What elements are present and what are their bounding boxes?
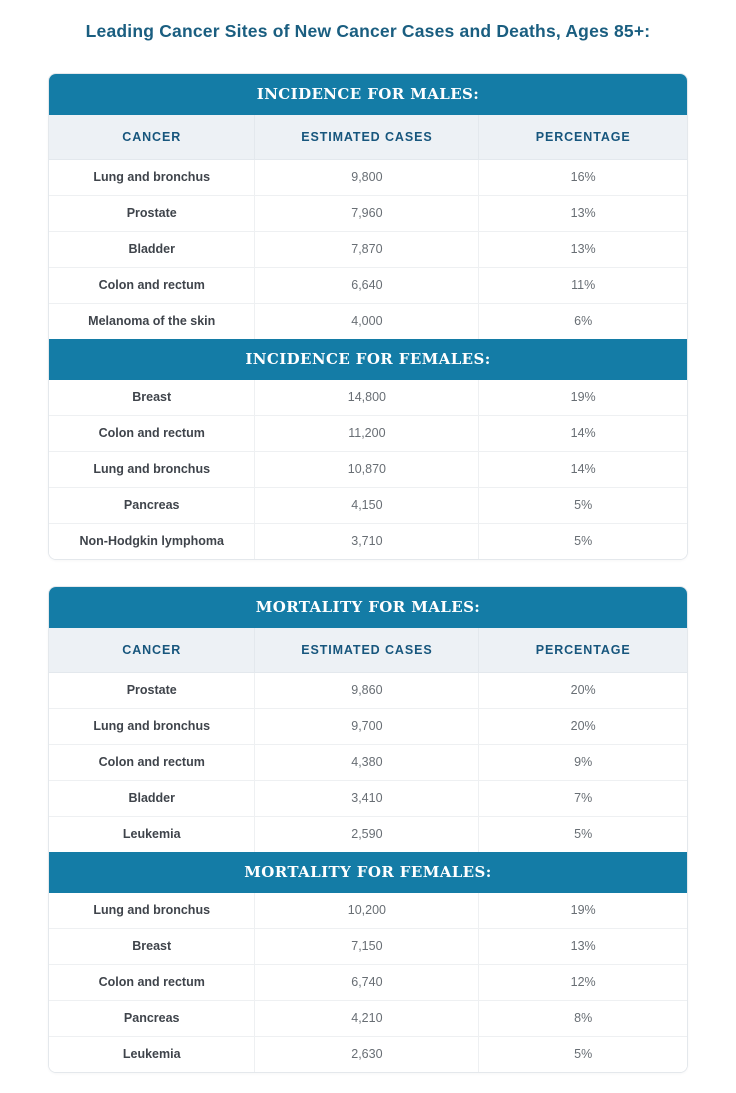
estimated-cases-cell: 7,870 xyxy=(254,232,478,267)
estimated-cases-cell: 9,800 xyxy=(254,160,478,195)
column-header-cancer: CANCER xyxy=(122,643,182,657)
percentage-cell: 5% xyxy=(478,488,687,523)
percentage-cell: 13% xyxy=(478,196,687,231)
table-row xyxy=(49,380,687,415)
percentage-cell: 13% xyxy=(478,929,687,964)
table-row xyxy=(49,451,687,487)
table-row xyxy=(49,523,687,559)
percentage-cell: 8% xyxy=(478,1001,687,1036)
estimated-cases-cell: 9,700 xyxy=(254,709,478,744)
table-row xyxy=(49,1036,687,1072)
table-row xyxy=(49,708,687,744)
column-header-percentage: PERCENTAGE xyxy=(478,115,687,159)
percentage-cell: 13% xyxy=(478,232,687,267)
cancer-cell: Leukemia xyxy=(122,827,181,841)
cancer-cell: Colon and rectum xyxy=(98,426,205,440)
percentage-cell: 20% xyxy=(478,709,687,744)
table-row xyxy=(49,964,687,1000)
cancer-cell: Colon and rectum xyxy=(98,975,205,989)
section-header: INCIDENCE FOR FEMALES: xyxy=(49,339,687,380)
column-header-row xyxy=(49,628,687,673)
column-header-percentage: PERCENTAGE xyxy=(478,628,687,672)
percentage-cell: 19% xyxy=(478,893,687,928)
column-header-row xyxy=(49,115,687,160)
cancer-cell: Non-Hodgkin lymphoma xyxy=(79,534,224,548)
cancer-cell: Prostate xyxy=(126,683,177,697)
page-title: Leading Cancer Sites of New Cancer Cases and Deaths, Ages 85+: xyxy=(85,21,651,41)
percentage-cell: 6% xyxy=(478,304,687,339)
estimated-cases-cell: 2,590 xyxy=(254,817,478,852)
cancer-cell: Colon and rectum xyxy=(98,755,205,769)
tables-container xyxy=(48,73,688,1073)
table-row xyxy=(49,893,687,928)
estimated-cases-cell: 3,710 xyxy=(254,524,478,559)
estimated-cases-cell: 10,200 xyxy=(254,893,478,928)
table-row xyxy=(49,415,687,451)
estimated-cases-cell: 4,000 xyxy=(254,304,478,339)
cancer-cell: Prostate xyxy=(126,206,177,220)
estimated-cases-cell: 2,630 xyxy=(254,1037,478,1072)
estimated-cases-cell: 4,150 xyxy=(254,488,478,523)
estimated-cases-cell: 4,210 xyxy=(254,1001,478,1036)
column-header-estimated_cases: ESTIMATED CASES xyxy=(254,628,478,672)
estimated-cases-cell: 6,640 xyxy=(254,268,478,303)
table-row xyxy=(49,816,687,852)
cancer-cell: Lung and bronchus xyxy=(93,462,211,476)
estimated-cases-cell: 9,860 xyxy=(254,673,478,708)
percentage-cell: 5% xyxy=(478,1037,687,1072)
cancer-cell: Lung and bronchus xyxy=(93,170,211,184)
section-header: MORTALITY FOR FEMALES: xyxy=(49,852,687,893)
estimated-cases-cell: 4,380 xyxy=(254,745,478,780)
estimated-cases-cell: 6,740 xyxy=(254,965,478,1000)
percentage-cell: 11% xyxy=(478,268,687,303)
table-card xyxy=(48,73,688,560)
percentage-cell: 9% xyxy=(478,745,687,780)
cancer-cell: Leukemia xyxy=(122,1047,181,1061)
percentage-cell: 16% xyxy=(478,160,687,195)
percentage-cell: 20% xyxy=(478,673,687,708)
table-row xyxy=(49,303,687,339)
percentage-cell: 14% xyxy=(478,416,687,451)
cancer-cell: Bladder xyxy=(128,791,175,805)
cancer-cell: Pancreas xyxy=(123,1011,180,1025)
cancer-cell: Bladder xyxy=(128,242,175,256)
cancer-cell: Lung and bronchus xyxy=(93,719,211,733)
percentage-cell: 7% xyxy=(478,781,687,816)
table-card xyxy=(48,586,688,1073)
cancer-cell: Melanoma of the skin xyxy=(88,314,216,328)
percentage-cell: 14% xyxy=(478,452,687,487)
estimated-cases-cell: 10,870 xyxy=(254,452,478,487)
table-row xyxy=(49,267,687,303)
table-row xyxy=(49,780,687,816)
table-row xyxy=(49,744,687,780)
table-row xyxy=(49,673,687,708)
column-header-estimated_cases: ESTIMATED CASES xyxy=(254,115,478,159)
column-header-cancer: CANCER xyxy=(122,130,182,144)
cancer-cell: Colon and rectum xyxy=(98,278,205,292)
table-row xyxy=(49,928,687,964)
table-row xyxy=(49,231,687,267)
estimated-cases-cell: 11,200 xyxy=(254,416,478,451)
section-header: MORTALITY FOR MALES: xyxy=(49,587,687,628)
table-row xyxy=(49,195,687,231)
estimated-cases-cell: 3,410 xyxy=(254,781,478,816)
table-row xyxy=(49,1000,687,1036)
table-row xyxy=(49,160,687,195)
percentage-cell: 5% xyxy=(478,524,687,559)
cancer-cell: Lung and bronchus xyxy=(93,903,211,917)
percentage-cell: 5% xyxy=(478,817,687,852)
percentage-cell: 19% xyxy=(478,380,687,415)
table-row xyxy=(49,487,687,523)
estimated-cases-cell: 7,150 xyxy=(254,929,478,964)
cancer-cell: Breast xyxy=(132,390,172,404)
estimated-cases-cell: 7,960 xyxy=(254,196,478,231)
section-header: INCIDENCE FOR MALES: xyxy=(49,74,687,115)
percentage-cell: 12% xyxy=(478,965,687,1000)
cancer-cell: Pancreas xyxy=(123,498,180,512)
cancer-cell: Breast xyxy=(132,939,172,953)
estimated-cases-cell: 14,800 xyxy=(254,380,478,415)
